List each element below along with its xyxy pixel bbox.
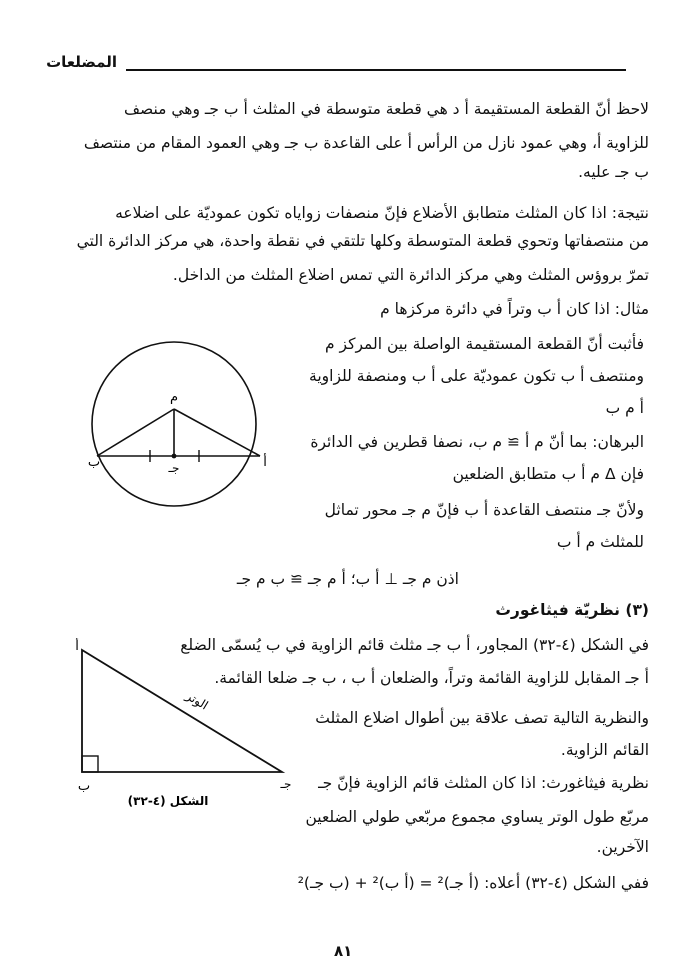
text-line-14: للمثلث م أ ب: [556, 533, 644, 551]
label-j: جـ: [280, 777, 292, 791]
section-heading: (٣) نظريّة فيثاغورث: [495, 601, 649, 619]
text-line-1: لاحظ أنّ القطعة المستقيمة أ د هي قطعة متوسطة في المثلث أ ب جـ وهي منصف: [123, 100, 649, 118]
page-number: ٨١: [334, 942, 353, 960]
right-triangle-diagram: [70, 638, 295, 814]
label-b: ب: [77, 779, 91, 794]
text-line-7: مثال: اذا كان أ ب وتراً في دائرة مركزها م: [380, 300, 649, 318]
label-a: أ: [75, 639, 79, 654]
figure-caption: الشكل (٤-٣٢): [127, 794, 209, 808]
text-line-4: نتيجة: اذا كان المثلث متطابق الأضلاع فإنّ منصفات زواياه تكون عموديّة على اضلاعه: [115, 204, 649, 222]
label-hypotenuse: الوتر: [183, 688, 211, 713]
text-line-23: الآخرين.: [596, 838, 649, 856]
label-j: جـ: [168, 461, 180, 475]
header-rule: [126, 69, 626, 71]
formula-line: ففي الشكل (٤-٣٢) أعلاه: (أ جـ)² = (أ ب)² + (ب جـ)²: [297, 874, 649, 892]
chapter-title: المضلعات: [46, 53, 117, 71]
text-line-18: أ جـ المقابل للزاوية القائمة وتراً، والضلعان أ ب ، ب جـ ضلعا القائمة.: [214, 669, 649, 687]
text-line-8: فأثبت أنّ القطعة المستقيمة الواصلة بين المركز م: [325, 335, 644, 353]
text-line-2: للزاوية أ، وهي عمود نازل من الرأس أ على القاعدة ب جـ وهي العمود المقام من منتصف: [83, 134, 649, 152]
right-angle-mark: [82, 756, 98, 772]
text-line-21: نظرية فيثاغورث: اذا كان المثلث قائم الزاوية فإنّ جـ: [318, 774, 649, 792]
text-line-20: القائم الزاوية.: [560, 741, 649, 759]
text-line-10: أ م ب: [605, 399, 644, 417]
circle-diagram: [88, 338, 274, 510]
text-line-22: مربّع طول الوتر يساوي مجموع مربّعي طولي الضلعين: [305, 808, 649, 826]
text-line-3: ب جـ عليه.: [578, 163, 649, 181]
text-line-15: اذن م جـ ⊥ أ ب؛ أ م جـ ≅ ب م جـ: [236, 570, 459, 588]
segment-mb: [97, 409, 174, 456]
segment-ma: [174, 409, 260, 456]
label-m: م: [169, 390, 179, 405]
text-line-6: تمرّ بروؤس المثلث وهي مركز الدائرة التي تمس اضلاع المثلث من الداخل.: [172, 266, 649, 284]
text-line-11: البرهان: بما أنّ م أ ≅ م ب، نصفا قطرين في الدائرة: [310, 433, 644, 451]
label-a: أ: [263, 455, 267, 470]
text-line-5: من منتصفاتها وتحوي قطعة المتوسطة وكلها تلتقي في نقطة واحدة، هي مركز الدائرة التي: [76, 232, 649, 250]
midpoint-dot: [172, 454, 177, 459]
triangle-outline: [82, 650, 282, 772]
text-line-17: في الشكل (٤-٣٢) المجاور، أ ب جـ مثلث قائم الزاوية في ب يُسمّى الضلع: [180, 636, 649, 654]
text-line-12: فإن Δ م أ ب متطابق الضلعين: [452, 465, 644, 483]
text-line-19: والنظرية التالية تصف علاقة بين أطوال اضلاع المثلث: [315, 709, 649, 727]
text-line-13: ولأنّ جـ منتصف القاعدة أ ب فإنّ م جـ محور تماثل: [324, 501, 644, 519]
text-line-9: ومنتصف أ ب تكون عموديّة على أ ب ومنصفة للزاوية: [309, 367, 644, 385]
label-b: ب: [88, 455, 101, 470]
